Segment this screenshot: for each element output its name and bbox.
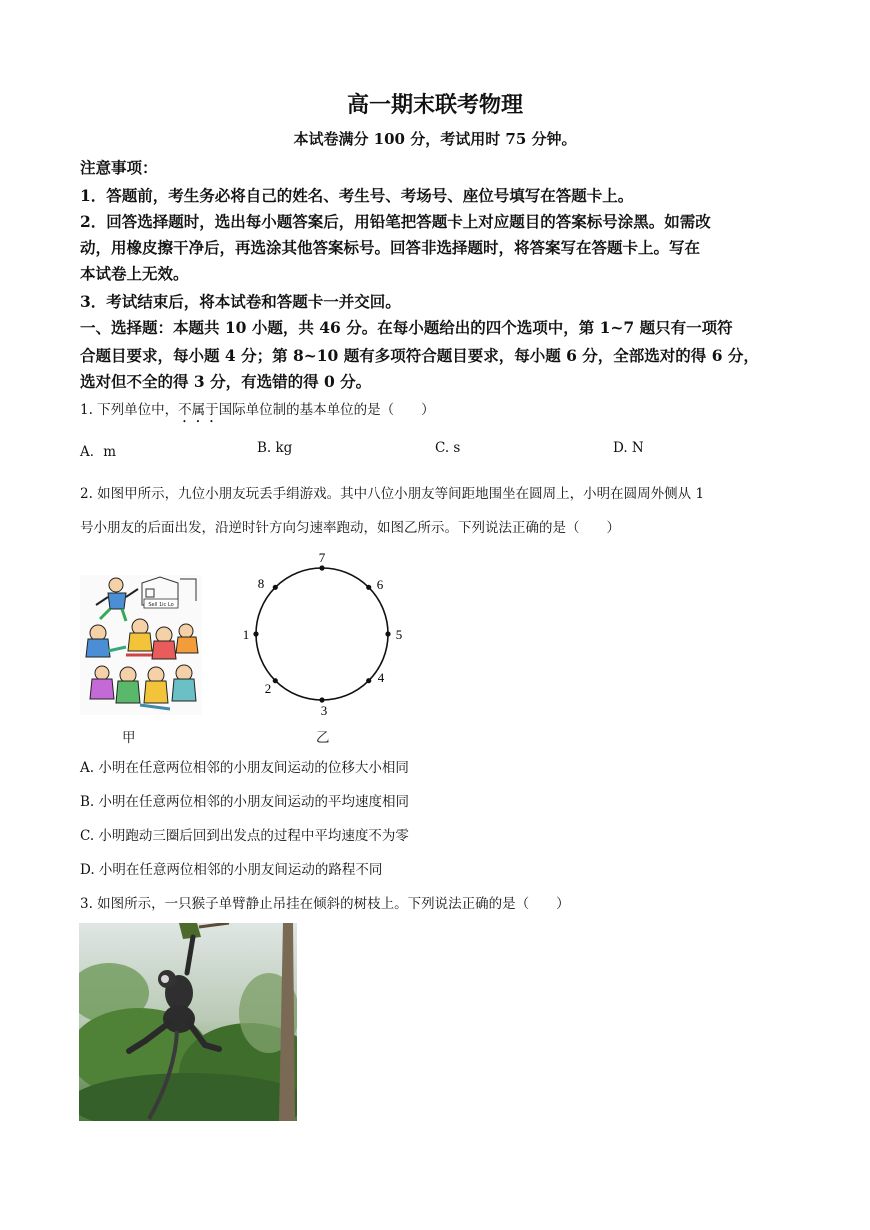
section1-line-3: 选对但不全的得 3 分，有选错的得 0 分。 xyxy=(80,372,372,391)
circle-point-2 xyxy=(273,585,278,590)
q3-stem: 3. 如图所示，一只猴子单臂静止吊挂在倾斜的树枝上。下列说法正确的是（ ） xyxy=(80,896,570,912)
label-4: 4 xyxy=(377,670,385,685)
notice-item-2-line-3: 本试卷上无效。 xyxy=(80,264,189,283)
q1-option-b: B. kg xyxy=(257,440,293,456)
q2-option-a: A. 小明在任意两位相邻的小朋友间运动的位移大小相同 xyxy=(80,760,409,776)
caption-yi: 乙 xyxy=(316,730,330,746)
circle-point-7 xyxy=(319,697,324,702)
label-3: 3 xyxy=(320,703,328,718)
notice-item-1: 1．答题前，考生务必将自己的姓名、考生号、考场号、座位号填写在答题卡上。 xyxy=(80,186,634,205)
circle-point-1 xyxy=(253,631,258,636)
notice-item-3: 3．考试结束后，将本试卷和答题卡一并交回。 xyxy=(80,292,401,311)
q2-option-b: B. 小明在任意两位相邻的小朋友间运动的平均速度相同 xyxy=(80,794,410,810)
q1-stem-b: 国际单位制的基本单位的是（ ） xyxy=(218,402,435,418)
notice-item-2-line-2: 动，用橡皮擦干净后，再选涂其他答案标号。回答非选择题时，将答案写在答题卡上。写在 xyxy=(80,238,701,257)
q2-stem-line-2: 号小朋友的后面出发，沿逆时针方向匀速率跑动，如图乙所示。下列说法正确的是（ ） xyxy=(80,520,620,536)
notice-heading: 注意事项： xyxy=(80,158,158,177)
label-1: 1 xyxy=(242,627,250,642)
circle-point-5 xyxy=(385,631,390,636)
q1-stem xyxy=(80,393,800,427)
circle-diagram xyxy=(236,548,416,726)
label-5: 5 xyxy=(395,627,403,642)
q1-option-c: C. s xyxy=(435,440,461,456)
exam-title: 高一期末联考物理 xyxy=(346,92,523,118)
label-8: 8 xyxy=(257,576,265,591)
q1-stem-a: 1. 下列单位中， xyxy=(80,402,179,418)
q1-stem-emphasis: 不属于 xyxy=(178,402,219,418)
label-2: 2 xyxy=(264,681,272,696)
caption-jia: 甲 xyxy=(122,730,136,746)
section1-line-1: 一、选择题：本题共 10 小题，共 46 分。在每小题给出的四个选项中，第 1~7 题只有一项符 xyxy=(80,318,733,337)
label-6: 6 xyxy=(376,577,384,592)
q1-option-a: A．m xyxy=(80,444,117,460)
q2-option-d: D. 小明在任意两位相邻的小朋友间运动的路程不同 xyxy=(80,862,383,878)
children-game-illustration xyxy=(80,575,202,715)
notice-item-2-line-1: 2．回答选择题时，选出每小题答案后，用铅笔把答题卡上对应题目的答案标号涂黑。如需改 xyxy=(80,212,711,231)
exam-subtitle: 本试卷满分 100 分，考试用时 75 分钟。 xyxy=(293,130,577,148)
circle-point-3 xyxy=(319,565,324,570)
sign-text: Sell 1ic Lo xyxy=(148,602,174,608)
circle-point-8 xyxy=(273,678,278,683)
monkey-hanging-photo xyxy=(79,923,297,1121)
label-7: 7 xyxy=(318,550,326,565)
q2-stem-line-1: 2. 如图甲所示，九位小朋友玩丢手绢游戏。其中八位小朋友等间距地围坐在圆周上，小明在圆周外侧从 1 xyxy=(80,486,705,502)
circle-point-6 xyxy=(366,678,371,683)
circle-point-4 xyxy=(366,585,371,590)
q1-option-d: D. N xyxy=(613,440,644,456)
q2-option-c: C. 小明跑动三圈后回到出发点的过程中平均速度不为零 xyxy=(80,828,409,844)
section1-line-2: 合题目要求，每小题 4 分；第 8~10 题有多项符合题目要求，每小题 6 分，全部选对的得 6 分， xyxy=(80,346,759,365)
